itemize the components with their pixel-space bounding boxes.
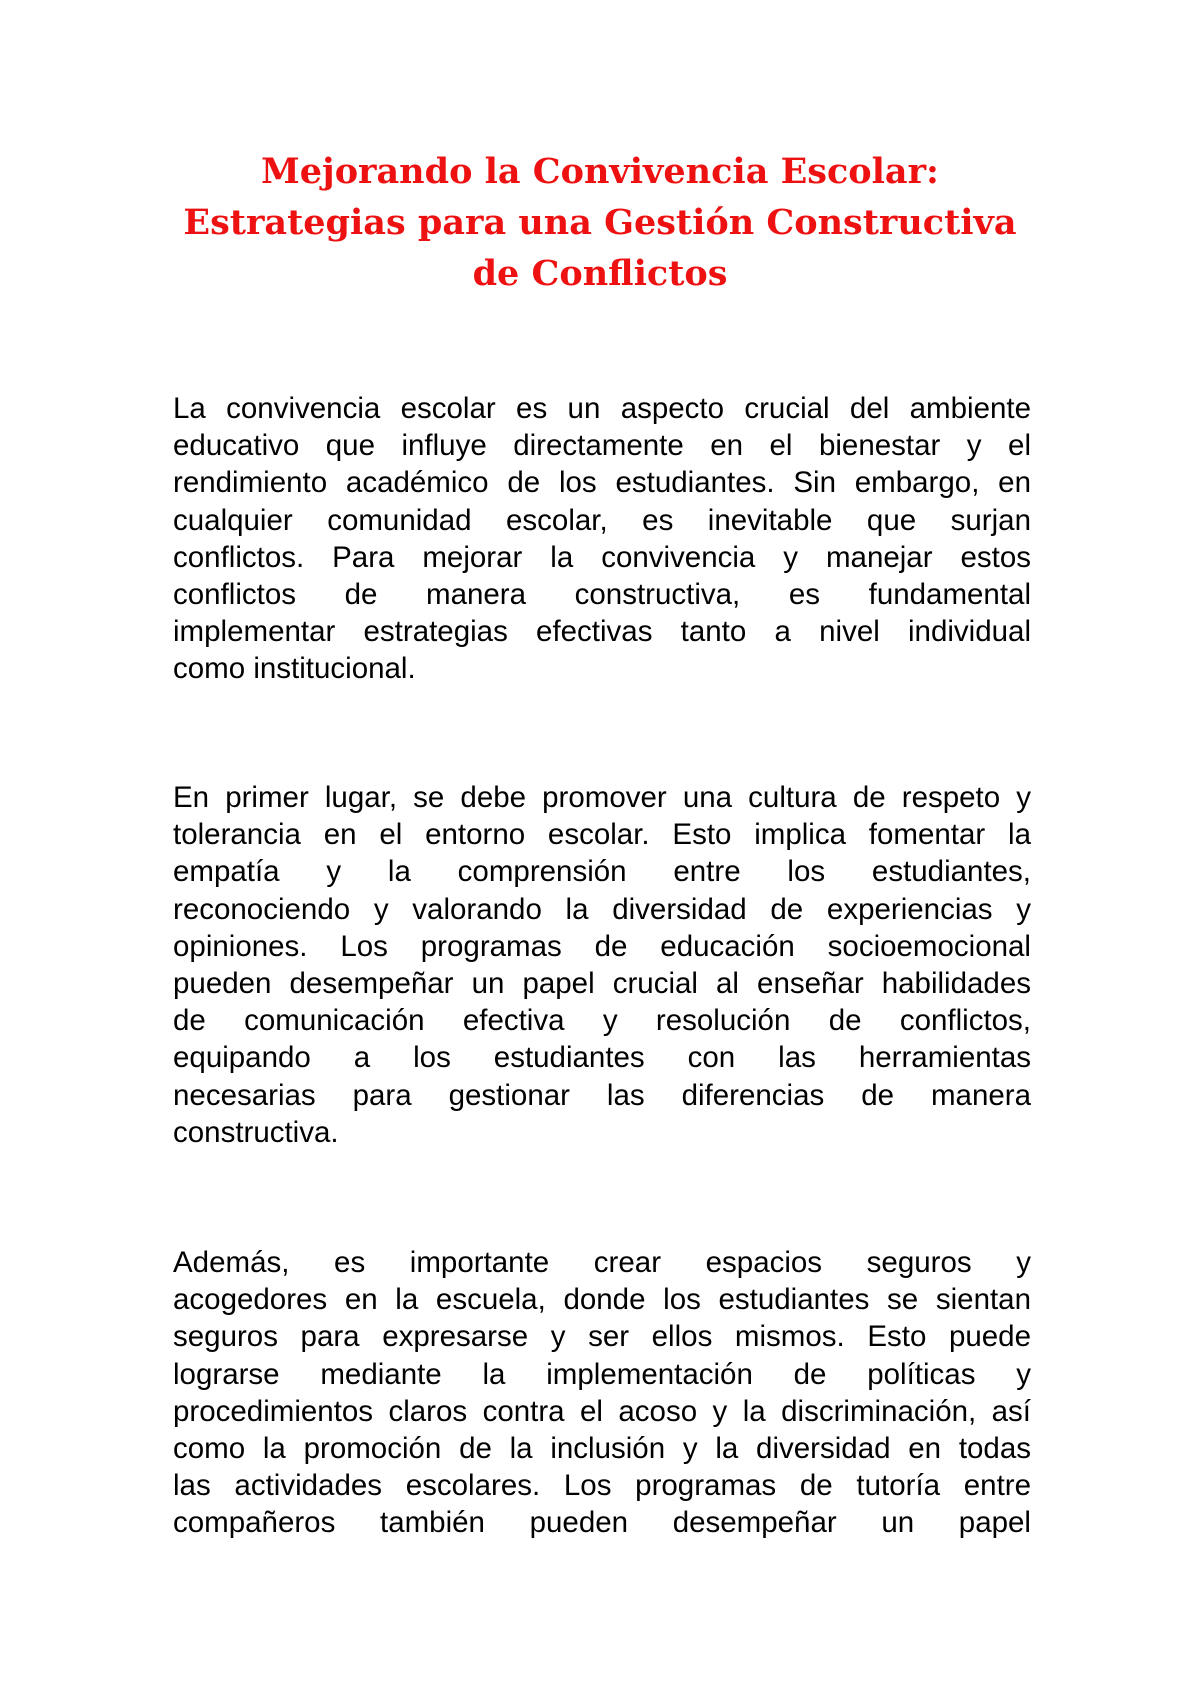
paragraph-line: las actividades escolares. Los programas de tutoría entre xyxy=(173,1469,1031,1503)
title-line-2: Estrategias para una Gestión Constructiva xyxy=(183,202,1017,243)
title-line-3: de Conflictos xyxy=(472,253,728,294)
paragraph-line: pueden desempeñar un papel crucial al enseñar habilidades xyxy=(173,966,1031,1000)
paragraph-line: compañeros también pueden desempeñar un papel xyxy=(173,1506,1031,1540)
paragraph-line: En primer lugar, se debe promover una cultura de respeto y xyxy=(173,781,1031,814)
paragraph-line: opiniones. Los programas de educación socioemocional xyxy=(173,929,1031,963)
paragraph-line: conflictos. Para mejorar la convivencia y manejar estos xyxy=(173,540,1031,574)
paragraph-2 xyxy=(173,779,1031,1151)
paragraph-line: conflictos de manera constructiva, es fundamental xyxy=(173,577,1031,611)
paragraph-line: de comunicación efectiva y resolución de conflictos, xyxy=(173,1004,1031,1038)
paragraph-1 xyxy=(173,390,1031,688)
paragraph-line: procedimientos claros contra el acoso y la discriminación, así xyxy=(173,1394,1031,1428)
title-line-1: Mejorando la Convivencia Escolar: xyxy=(261,151,939,192)
paragraph-line: implementar estrategias efectivas tanto a nivel individual xyxy=(173,615,1031,649)
paragraph-line: empatía y la comprensión entre los estudiantes, xyxy=(173,855,1031,889)
paragraph-line: lograrse mediante la implementación de políticas y xyxy=(173,1357,1031,1391)
paragraph-line: Además, es importante crear espacios seguros y xyxy=(173,1246,1031,1279)
paragraph-line: como la promoción de la inclusión y la diversidad en todas xyxy=(173,1431,1031,1465)
paragraph-line: como institucional. xyxy=(173,652,416,686)
paragraph-line: tolerancia en el entorno escolar. Esto implica fomentar la xyxy=(173,818,1031,852)
paragraph-line: equipando a los estudiantes con las herramientas xyxy=(173,1041,1031,1075)
paragraph-line: acogedores en la escuela, donde los estudiantes se sientan xyxy=(173,1283,1031,1317)
paragraph-line: rendimiento académico de los estudiantes. Sin embargo, en xyxy=(173,466,1031,500)
paragraph-line: La convivencia escolar es un aspecto crucial del ambiente xyxy=(173,392,1031,425)
paragraph-line: necesarias para gestionar las diferencias de manera xyxy=(173,1078,1031,1112)
paragraph-line: cualquier comunidad escolar, es inevitable que surjan xyxy=(173,503,1031,537)
paragraph-line: reconociendo y valorando la diversidad de experiencias y xyxy=(173,892,1031,926)
paragraph-line: educativo que influye directamente en el bienestar y el xyxy=(173,429,1031,463)
document-title xyxy=(160,146,1040,299)
paragraph-3 xyxy=(173,1244,1031,1542)
paragraph-line: seguros para expresarse y ser ellos mismos. Esto puede xyxy=(173,1320,1031,1354)
paragraph-line: constructiva. xyxy=(173,1115,339,1149)
